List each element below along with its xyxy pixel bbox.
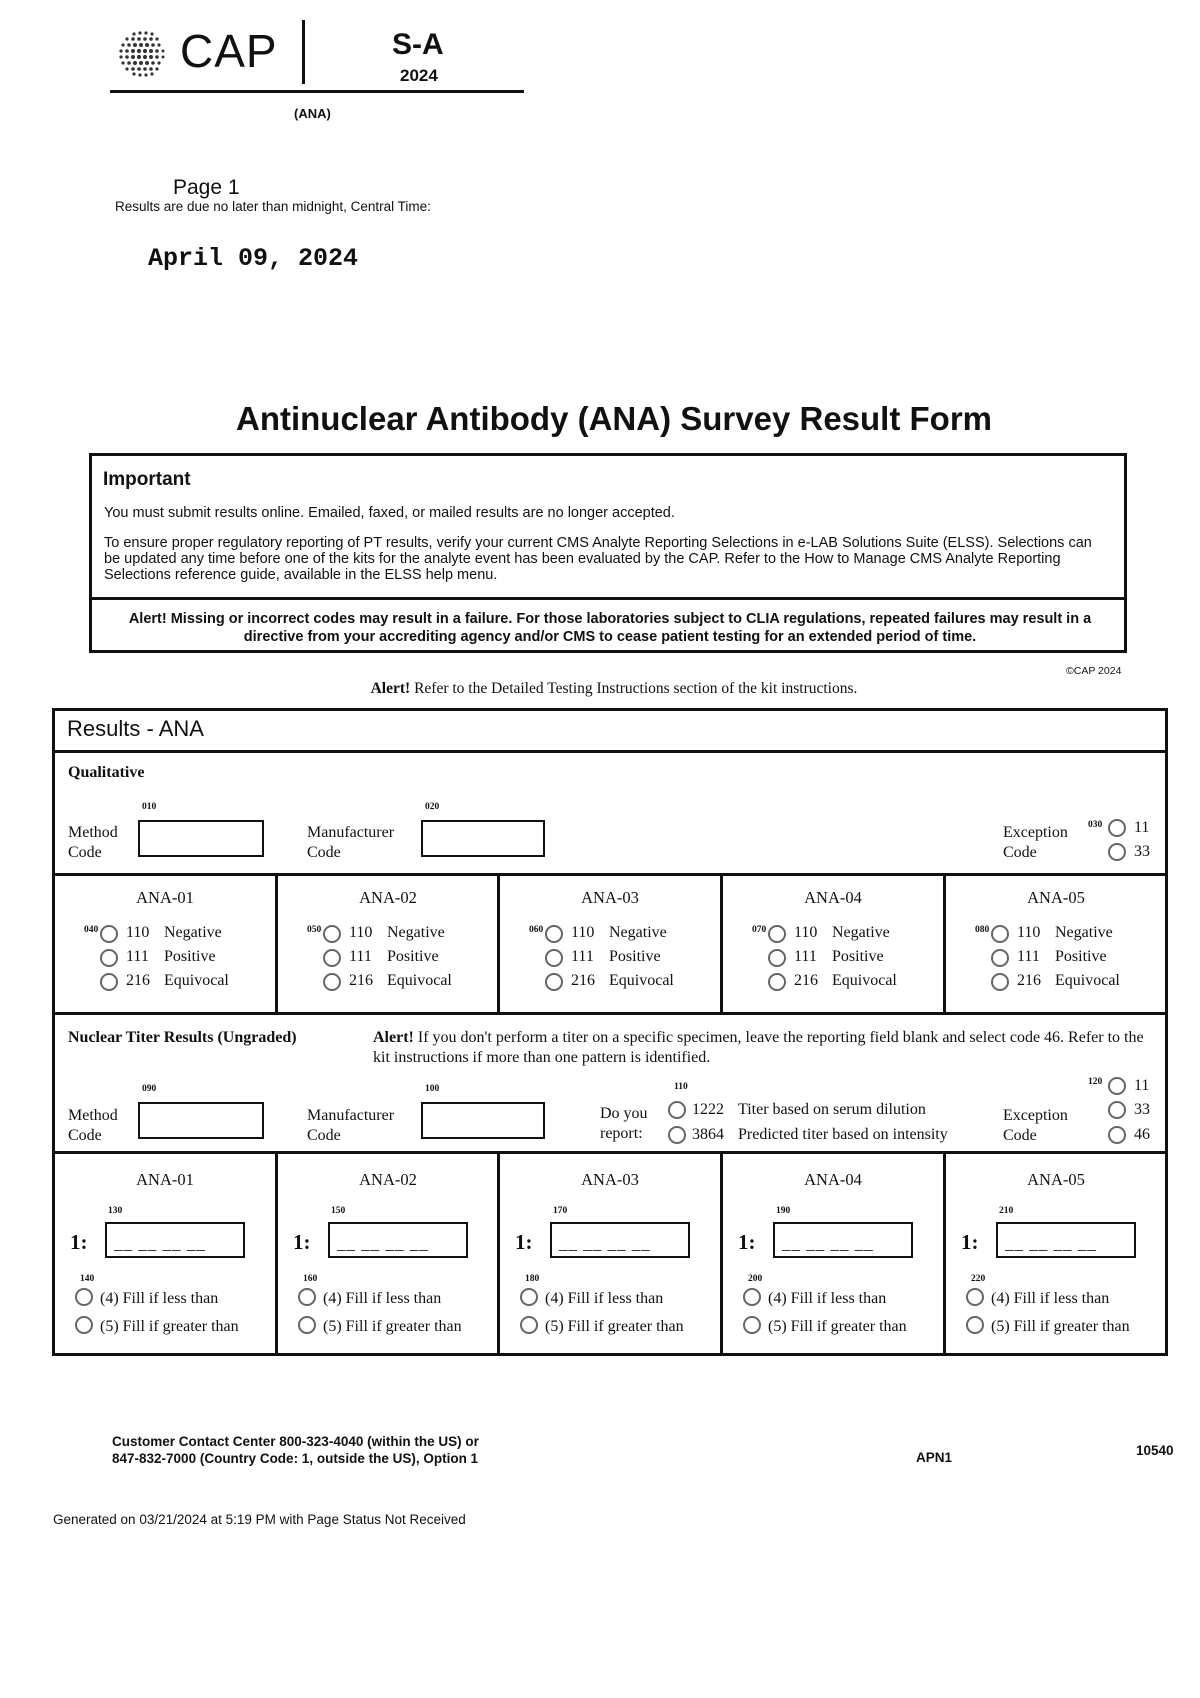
form-title: Antinuclear Antibody (ANA) Survey Result Form <box>235 400 993 437</box>
report-label: Do you report: <box>600 1105 648 1142</box>
apn-code: APN1 <box>916 1450 953 1465</box>
negative-radio[interactable] <box>991 925 1009 943</box>
greater-than-label: (5) Fill if greater than <box>323 1318 462 1335</box>
option-code: 216 <box>571 972 595 989</box>
greater-than-label: (5) Fill if greater than <box>991 1318 1130 1335</box>
alert-prefix: Alert! <box>373 1029 414 1046</box>
exception-option-label: 33 <box>1134 843 1150 860</box>
option-label: Negative <box>1055 924 1113 941</box>
exception-code-label: Exception Code <box>1003 1107 1068 1144</box>
page-label: Page 1 <box>173 176 240 199</box>
titer-title: Nuclear Titer Results (Ungraded) <box>68 1029 297 1046</box>
manufacturer-code-label: Manufacturer Code <box>307 1107 395 1144</box>
important-paragraph-2: To ensure proper regulatory reporting of PT results, verify your current CMS Analyte Reporting Selections in e-LAB Solutions Suite (ELSS). Selections can be updated any time before one of the kits for the analyte event has been evaluated by the CAP. Refer to the How to Manage CMS Analyte Reporting Selections reference guide, available in the ELSS help menu. <box>104 535 1092 583</box>
report-option-code: 3864 <box>692 1126 724 1143</box>
alert-prefix: Alert! <box>370 680 411 697</box>
alert-text: Refer to the Detailed Testing Instructions section of the kit instructions. <box>410 680 858 697</box>
field-code: 030 <box>1088 820 1103 830</box>
option-label: Positive <box>387 948 439 965</box>
titer-alert <box>373 1028 1153 1068</box>
exception-option-label: 11 <box>1134 819 1150 836</box>
less-than-label: (4) Fill if less than <box>768 1290 887 1307</box>
positive-radio[interactable] <box>991 949 1009 967</box>
specimen-header: ANA-02 <box>359 888 417 907</box>
greater-than-label: (5) Fill if greater than <box>545 1318 684 1335</box>
option-code: 110 <box>126 924 150 941</box>
titer-method-code-input[interactable] <box>138 1102 264 1139</box>
field-code: 080 <box>975 925 990 935</box>
option-label: Negative <box>164 924 222 941</box>
field-code: 050 <box>307 925 322 935</box>
equivocal-radio[interactable] <box>323 973 341 991</box>
logo-divider <box>302 20 305 84</box>
equivocal-radio[interactable] <box>100 973 118 991</box>
positive-radio[interactable] <box>545 949 563 967</box>
titer-prefix: 1: <box>70 1230 88 1254</box>
specimen-header: ANA-01 <box>136 1170 194 1189</box>
titer-prefix: 1: <box>515 1230 533 1254</box>
exception-radio-33[interactable] <box>1108 843 1126 861</box>
contact-line-1: Customer Contact Center 800-323-4040 (within the US) or <box>112 1434 479 1449</box>
option-code: 111 <box>794 948 817 965</box>
manufacturer-code-input[interactable] <box>421 820 545 857</box>
field-code: 210 <box>999 1206 1014 1216</box>
option-label: Equivocal <box>387 972 452 989</box>
option-code: 111 <box>126 948 149 965</box>
results-title: Results - ANA <box>67 716 204 741</box>
option-code: 110 <box>349 924 373 941</box>
negative-radio[interactable] <box>100 925 118 943</box>
option-code: 110 <box>1017 924 1041 941</box>
less-than-radio[interactable] <box>75 1288 93 1306</box>
field-code: 100 <box>425 1084 440 1094</box>
greater-than-radio[interactable] <box>743 1316 761 1334</box>
exception-option-label: 46 <box>1134 1126 1150 1143</box>
report-radio-3864[interactable] <box>668 1126 686 1144</box>
option-label: Equivocal <box>164 972 229 989</box>
option-label: Negative <box>387 924 445 941</box>
contact-line-2: 847-832-7000 (Country Code: 1, outside the US), Option 1 <box>112 1451 479 1466</box>
exception-option-label: 33 <box>1134 1101 1150 1118</box>
positive-radio[interactable] <box>323 949 341 967</box>
generated-note: Generated on 03/21/2024 at 5:19 PM with Page Status Not Received <box>53 1512 466 1527</box>
specimen-header: ANA-05 <box>1027 888 1085 907</box>
negative-radio[interactable] <box>768 925 786 943</box>
specimen-header: ANA-04 <box>804 888 862 907</box>
important-divider <box>89 597 1127 600</box>
field-code: 110 <box>674 1082 688 1092</box>
negative-radio[interactable] <box>545 925 563 943</box>
option-code: 110 <box>794 924 818 941</box>
results-title-rule <box>52 750 1168 753</box>
less-than-radio[interactable] <box>520 1288 538 1306</box>
report-option-code: 1222 <box>692 1101 724 1118</box>
method-code-label: Method Code <box>68 1107 118 1144</box>
option-label: Positive <box>1055 948 1107 965</box>
qualitative-title: Qualitative <box>68 764 145 781</box>
field-code: 170 <box>553 1206 568 1216</box>
option-label: Negative <box>609 924 667 941</box>
specimen-header: ANA-05 <box>1027 1170 1085 1189</box>
analyte-tag: (ANA) <box>294 106 331 121</box>
greater-than-radio[interactable] <box>520 1316 538 1334</box>
specimen-header: ANA-04 <box>804 1170 862 1189</box>
exception-code-label: Exception Code <box>1003 824 1068 861</box>
greater-than-radio[interactable] <box>75 1316 93 1334</box>
option-code: 216 <box>1017 972 1041 989</box>
specimen-header: ANA-03 <box>581 1170 639 1189</box>
less-than-radio[interactable] <box>298 1288 316 1306</box>
method-code-input[interactable] <box>138 820 264 857</box>
option-label: Equivocal <box>832 972 897 989</box>
less-than-label: (4) Fill if less than <box>545 1290 664 1307</box>
positive-radio[interactable] <box>100 949 118 967</box>
exception-radio-46[interactable] <box>1108 1126 1126 1144</box>
greater-than-label: (5) Fill if greater than <box>100 1318 239 1335</box>
failure-alert: Alert! Missing or incorrect codes may result in a failure. For those laboratories subject to CLIA regulations, repeated failures may result in a directive from your accrediting agency and/or CMS to cease patient testing for an extended period of time. <box>128 611 1092 645</box>
option-label: Positive <box>164 948 216 965</box>
exception-radio-11[interactable] <box>1108 819 1126 837</box>
option-code: 216 <box>794 972 818 989</box>
field-code: 020 <box>425 802 440 812</box>
negative-radio[interactable] <box>323 925 341 943</box>
greater-than-radio[interactable] <box>966 1316 984 1334</box>
report-option-label: Titer based on serum dilution <box>738 1101 926 1118</box>
equivocal-radio[interactable] <box>545 973 563 991</box>
option-label: Equivocal <box>1055 972 1120 989</box>
field-code: 160 <box>303 1274 318 1284</box>
specimen-header: ANA-01 <box>136 888 194 907</box>
cap-logo-mark <box>118 30 170 78</box>
option-code: 110 <box>571 924 595 941</box>
titer-prefix: 1: <box>961 1230 979 1254</box>
specimen-header: ANA-02 <box>359 1170 417 1189</box>
form-year: 2024 <box>400 66 438 85</box>
less-than-radio[interactable] <box>966 1288 984 1306</box>
less-than-radio[interactable] <box>743 1288 761 1306</box>
form-code: S-A <box>392 28 444 61</box>
header-rule <box>110 90 524 93</box>
due-text: Results are due no later than midnight, Central Time: <box>115 199 431 214</box>
report-radio-1222[interactable] <box>668 1101 686 1119</box>
titer-prefix: 1: <box>738 1230 756 1254</box>
option-code: 111 <box>571 948 594 965</box>
exception-option-label: 11 <box>1134 1077 1150 1094</box>
field-code: 140 <box>80 1274 95 1284</box>
titer-prefix: 1: <box>293 1230 311 1254</box>
alert-text: If you don't perform a titer on a specific specimen, leave the reporting field blank and select code 46. Refer to the kit instructions if more than one pattern is identified. <box>373 1029 1144 1066</box>
greater-than-label: (5) Fill if greater than <box>768 1318 907 1335</box>
field-code: 090 <box>142 1084 157 1094</box>
cap-logo-text: CAP <box>180 25 278 77</box>
due-date: April 09, 2024 <box>148 244 359 273</box>
titer-placeholder: __ __ __ __ <box>782 1234 874 1253</box>
option-code: 111 <box>349 948 372 965</box>
field-code: 010 <box>142 802 157 812</box>
customer-contact <box>112 1433 479 1467</box>
field-code: 040 <box>84 925 99 935</box>
option-code: 111 <box>1017 948 1040 965</box>
exception-radio-33[interactable] <box>1108 1101 1126 1119</box>
titer-manufacturer-code-input[interactable] <box>421 1102 545 1139</box>
equivocal-radio[interactable] <box>991 973 1009 991</box>
important-heading: Important <box>103 469 191 490</box>
titer-placeholder: __ __ __ __ <box>1005 1234 1097 1253</box>
option-label: Positive <box>609 948 661 965</box>
form-number: 10540 <box>1136 1443 1174 1458</box>
positive-radio[interactable] <box>768 949 786 967</box>
greater-than-radio[interactable] <box>298 1316 316 1334</box>
copyright: ©CAP 2024 <box>1066 665 1122 677</box>
exception-radio-11[interactable] <box>1108 1077 1126 1095</box>
equivocal-radio[interactable] <box>768 973 786 991</box>
important-paragraph-1: You must submit results online. Emailed, faxed, or mailed results are no longer accepted. <box>104 505 675 521</box>
method-code-label: Method Code <box>68 824 118 861</box>
manufacturer-code-label: Manufacturer Code <box>307 824 395 861</box>
option-label: Equivocal <box>609 972 674 989</box>
titer-placeholder: __ __ __ __ <box>559 1234 651 1253</box>
field-code: 070 <box>752 925 767 935</box>
field-code: 180 <box>525 1274 540 1284</box>
field-code: 120 <box>1088 1077 1103 1087</box>
titer-placeholder: __ __ __ __ <box>337 1234 429 1253</box>
less-than-label: (4) Fill if less than <box>323 1290 442 1307</box>
option-code: 216 <box>349 972 373 989</box>
less-than-label: (4) Fill if less than <box>991 1290 1110 1307</box>
qualitative-rule <box>52 873 1168 876</box>
field-code: 060 <box>529 925 544 935</box>
less-than-label: (4) Fill if less than <box>100 1290 219 1307</box>
option-label: Negative <box>832 924 890 941</box>
option-code: 216 <box>126 972 150 989</box>
option-label: Positive <box>832 948 884 965</box>
report-option-label: Predicted titer based on intensity <box>738 1126 948 1143</box>
specimen-header: ANA-03 <box>581 888 639 907</box>
field-code: 190 <box>776 1206 791 1216</box>
instructions-alert <box>0 680 1200 698</box>
field-code: 150 <box>331 1206 346 1216</box>
titer-header-rule <box>52 1151 1168 1154</box>
qualitative-specimens-rule <box>52 1012 1168 1015</box>
field-code: 200 <box>748 1274 763 1284</box>
titer-placeholder: __ __ __ __ <box>114 1234 206 1253</box>
field-code: 220 <box>971 1274 986 1284</box>
field-code: 130 <box>108 1206 123 1216</box>
